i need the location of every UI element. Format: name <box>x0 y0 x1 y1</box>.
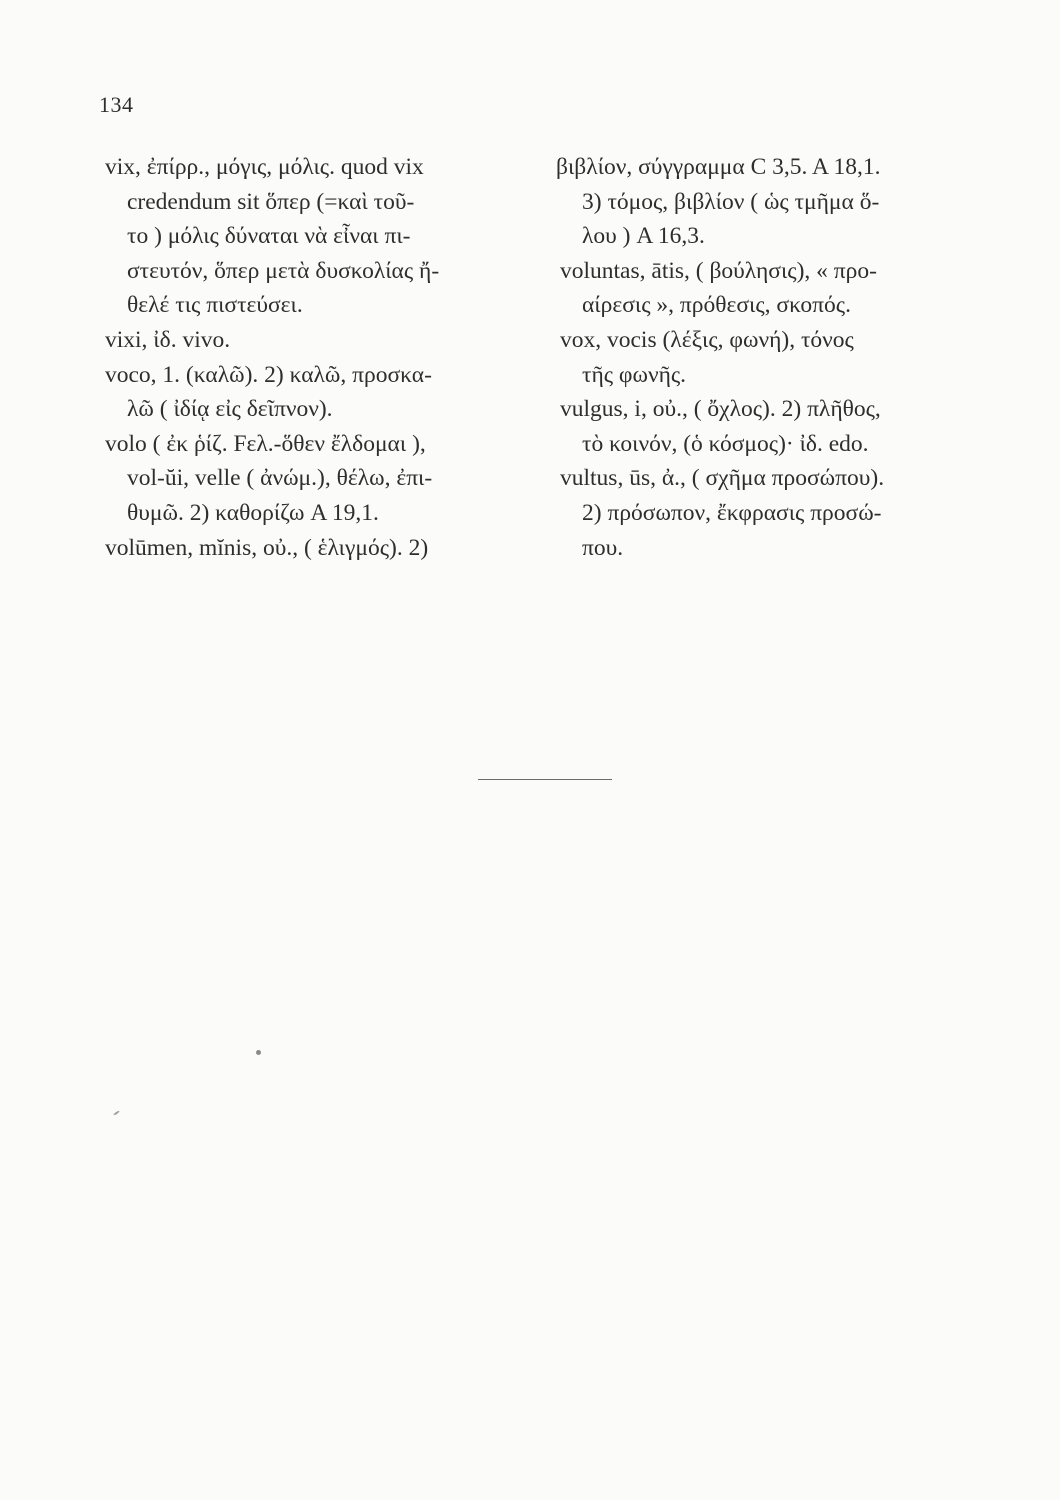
right-column <box>556 150 1000 565</box>
entry-line: volūmen, mĭnis, οὐ., ( ἑλιγμός). 2) <box>105 534 429 561</box>
entry-line: voluntas, ātis, ( βούλησις), « προ- <box>560 257 877 284</box>
entry-line: vulgus, i, οὐ., ( ὄχλος). 2) πλῆθος, <box>560 396 881 423</box>
entry-line: vixi, ἰδ. vivo. <box>105 326 231 353</box>
entry-line: vix, ἐπίρρ., μόγις, μόλις. quod vix <box>105 154 424 180</box>
entry-line: τὸ κοινόν, (ὁ κόσμος)· ἰδ. edo. <box>582 430 869 457</box>
ink-speck <box>256 1050 261 1055</box>
entry-line: 2) πρόσωπον, ἔκφρασις προσώ- <box>582 499 882 526</box>
left-column <box>105 150 545 565</box>
entry-line: που. <box>582 534 624 561</box>
entry-line: voco, 1. (καλῶ). 2) καλῶ, προσκα- <box>105 361 432 388</box>
entry-line: θελέ τις πιστεύσει. <box>127 292 303 319</box>
entry-line: στευτόν, ὅπερ μετὰ δυσκολίας ἤ- <box>127 257 440 284</box>
entry-line: το ) μόλις δύναται νὰ εἶναι πι- <box>127 223 411 250</box>
entry-line: credendum sit ὅπερ (=καὶ τοῦ- <box>127 188 415 215</box>
entry-line: λου ) A 16,3. <box>582 223 705 250</box>
entry-line: λῶ ( ἰδίᾳ εἰς δεῖπνον). <box>127 396 333 423</box>
page-number: 134 <box>99 92 134 117</box>
entry-line: volo ( ἐκ ῥίζ. Fελ.-ὅθεν ἔλδομαι ), <box>105 430 426 457</box>
entry-line: βιβλίον, σύγγραμμα C 3,5. A 18,1. <box>556 154 881 180</box>
entry-line: θυμῶ. 2) καθορίζω A 19,1. <box>127 499 379 526</box>
end-rule <box>478 779 612 780</box>
entry-line: τῆς φωνῆς. <box>582 361 687 388</box>
entry-line: αίρεσις », πρόθεσις, σκοπός. <box>582 292 851 319</box>
entry-line: vox, vocis (λέξις, φωνή), τόνος <box>560 326 854 353</box>
entry-line: 3) τόμος, βιβλίον ( ὡς τμῆμα ὅ- <box>582 188 880 215</box>
entry-line: vol-ŭi, velle ( ἀνώμ.), θέλω, ἐπι- <box>127 465 433 492</box>
entry-line: vultus, ūs, ἀ., ( σχῆμα προσώπου). <box>560 465 885 492</box>
ink-speck <box>113 1110 120 1116</box>
